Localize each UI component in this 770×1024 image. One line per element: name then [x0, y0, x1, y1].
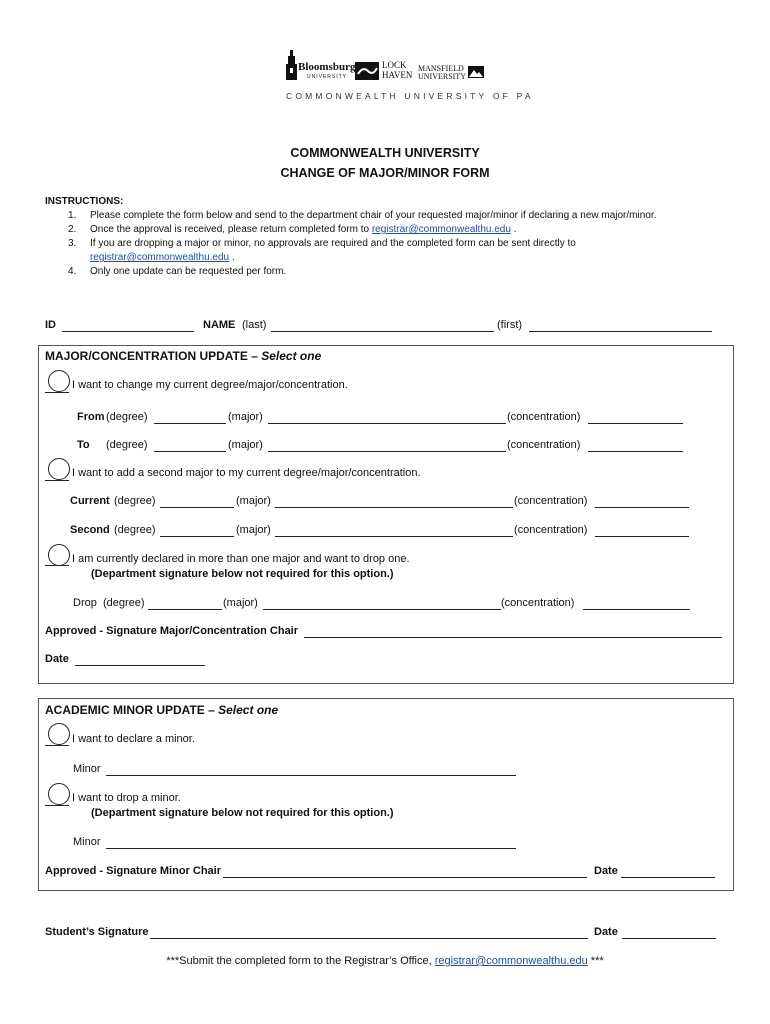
minor-option-drop-label: I want to drop a minor. [72, 792, 181, 804]
minor-label: Minor [73, 836, 101, 848]
current-label: Current [70, 495, 110, 507]
major-label: (major) [228, 439, 263, 451]
concentration-label: (concentration) [501, 597, 575, 609]
major-date-label: Date [45, 653, 69, 665]
form-title-line2: CHANGE OF MAJOR/MINOR FORM [280, 166, 490, 180]
form-title-line1: COMMONWEALTH UNIVERSITY [290, 146, 480, 160]
bell-tower-icon [285, 50, 299, 82]
second-concentration-field[interactable] [595, 536, 689, 537]
submit-text: ***Submit the completed form to the Registrar’s Office, [166, 955, 435, 967]
major-approved-label: Approved - Signature Major/Concentration Chair [45, 625, 299, 637]
mansfield-line2: UNIVERSITY [418, 72, 466, 81]
id-field[interactable] [62, 331, 194, 332]
concentration-label: (concentration) [507, 439, 581, 451]
bloomsburg-logo [285, 50, 356, 82]
minor-option-drop-note: (Department signature below not required for this option.) [91, 807, 394, 819]
instruction-text: Only one update can be requested per form. [90, 266, 287, 277]
concentration-label: (concentration) [514, 524, 588, 536]
second-degree-field[interactable] [160, 536, 234, 537]
minor-heading-select: Select one [218, 703, 279, 717]
mansfield-line1: MANSFIELD [418, 64, 464, 73]
to-degree-field[interactable] [154, 451, 226, 452]
instructions-heading: INSTRUCTIONS: [45, 196, 124, 207]
instruction-text: Please complete the form below and send to the department chair of your requested major/minor if declaring a new major/minor. [90, 210, 657, 221]
name-label: NAME [203, 319, 236, 331]
minor-option-declare-label: I want to declare a minor. [72, 733, 195, 745]
last-name-field[interactable] [271, 331, 494, 332]
commonwealth-tagline: COMMONWEALTH UNIVERSITY OF PA [286, 91, 534, 101]
major-label: (major) [228, 411, 263, 423]
major-chair-signature-field[interactable] [304, 637, 722, 638]
option-blank [45, 392, 69, 393]
first-name-field[interactable] [529, 331, 712, 332]
concentration-label: (concentration) [514, 495, 588, 507]
drop-degree-field[interactable] [148, 609, 222, 610]
minor-date-field[interactable] [621, 877, 715, 878]
registrar-email-link[interactable]: registrar@commonwealthu.edu [371, 224, 511, 235]
minor-approved-label: Approved - Signature Minor Chair [45, 865, 222, 877]
degree-label: (degree) [114, 524, 156, 536]
student-date-label: Date [594, 926, 618, 938]
id-label: ID [45, 319, 56, 331]
minor-option-declare-radio[interactable] [48, 723, 70, 745]
submit-text: *** [587, 955, 604, 967]
major-option-change-radio[interactable] [48, 370, 70, 392]
instruction-text-part: . [510, 224, 517, 235]
degree-label: (degree) [103, 597, 145, 609]
mansfield-logo [418, 64, 484, 84]
second-label: Second [70, 524, 110, 536]
instruction-number: 4. [68, 266, 77, 277]
minor-label: Minor [73, 763, 101, 775]
instruction-text-part: . [229, 252, 235, 263]
current-major-field[interactable] [275, 507, 513, 508]
option-blank [45, 745, 69, 746]
degree-label: (degree) [106, 439, 148, 451]
from-concentration-field[interactable] [588, 423, 683, 424]
major-section-heading [45, 349, 321, 363]
student-date-field[interactable] [622, 938, 716, 939]
major-option-add-radio[interactable] [48, 458, 70, 480]
instruction-number: 1. [68, 210, 77, 221]
submit-instruction [0, 955, 770, 967]
current-degree-field[interactable] [160, 507, 234, 508]
mountain-icon [468, 66, 484, 78]
major-label: (major) [236, 524, 271, 536]
drop-minor-field[interactable] [106, 848, 516, 849]
minor-chair-signature-field[interactable] [223, 877, 587, 878]
minor-heading-text: ACADEMIC MINOR UPDATE – [45, 703, 219, 717]
concentration-label: (concentration) [507, 411, 581, 423]
degree-label: (degree) [114, 495, 156, 507]
second-major-field[interactable] [275, 536, 513, 537]
from-major-field[interactable] [268, 423, 506, 424]
option-blank [45, 805, 69, 806]
lock-haven-line2: HAVEN [382, 70, 413, 80]
bloomsburg-line1: Bloomsburg [298, 61, 356, 73]
instruction-text-continued [90, 252, 235, 263]
to-major-field[interactable] [268, 451, 506, 452]
to-label: To [77, 439, 90, 451]
major-heading-text: MAJOR/CONCENTRATION UPDATE – [45, 349, 262, 363]
first-name-label: (first) [497, 319, 523, 331]
drop-major-field[interactable] [263, 609, 501, 610]
to-concentration-field[interactable] [588, 451, 683, 452]
minor-option-drop-radio[interactable] [48, 783, 70, 805]
registrar-email-link[interactable]: registrar@commonwealthu.edu [434, 955, 588, 967]
registrar-email-link[interactable]: registrar@commonwealthu.edu [90, 252, 230, 263]
option-blank [45, 480, 69, 481]
major-label: (major) [223, 597, 258, 609]
lock-haven-line1: LOCK [382, 60, 407, 70]
flag-icon [355, 62, 379, 80]
major-heading-select: Select one [261, 349, 322, 363]
instruction-text [90, 224, 516, 235]
bloomsburg-line2: UNIVERSITY [307, 74, 348, 80]
student-signature-label: Student’s Signature [45, 926, 149, 938]
lock-haven-logo [355, 60, 413, 82]
major-option-drop-note: (Department signature below not required for this option.) [91, 568, 394, 580]
instruction-number: 2. [68, 224, 77, 235]
student-signature-field[interactable] [150, 938, 588, 939]
from-label: From [77, 411, 105, 423]
major-option-add-label: I want to add a second major to my current degree/major/concentration. [72, 467, 421, 479]
minor-section-heading [45, 703, 278, 717]
from-degree-field[interactable] [154, 423, 226, 424]
instruction-number: 3. [68, 238, 77, 249]
minor-date-label: Date [594, 865, 618, 877]
major-option-drop-radio[interactable] [48, 544, 70, 566]
instruction-text: If you are dropping a major or minor, no approvals are required and the completed form can be sent directly to [90, 238, 576, 249]
declare-minor-field[interactable] [106, 775, 516, 776]
degree-label: (degree) [106, 411, 148, 423]
major-option-drop-label: I am currently declared in more than one major and want to drop one. [72, 553, 410, 565]
last-name-label: (last) [242, 319, 267, 331]
major-option-change-label: I want to change my current degree/major/concentration. [72, 379, 348, 391]
major-date-field[interactable] [75, 665, 205, 666]
current-concentration-field[interactable] [595, 507, 689, 508]
drop-label: Drop [73, 597, 97, 609]
instruction-text-part: Once the approval is received, please return completed form to [90, 224, 372, 235]
drop-concentration-field[interactable] [583, 609, 690, 610]
major-label: (major) [236, 495, 271, 507]
